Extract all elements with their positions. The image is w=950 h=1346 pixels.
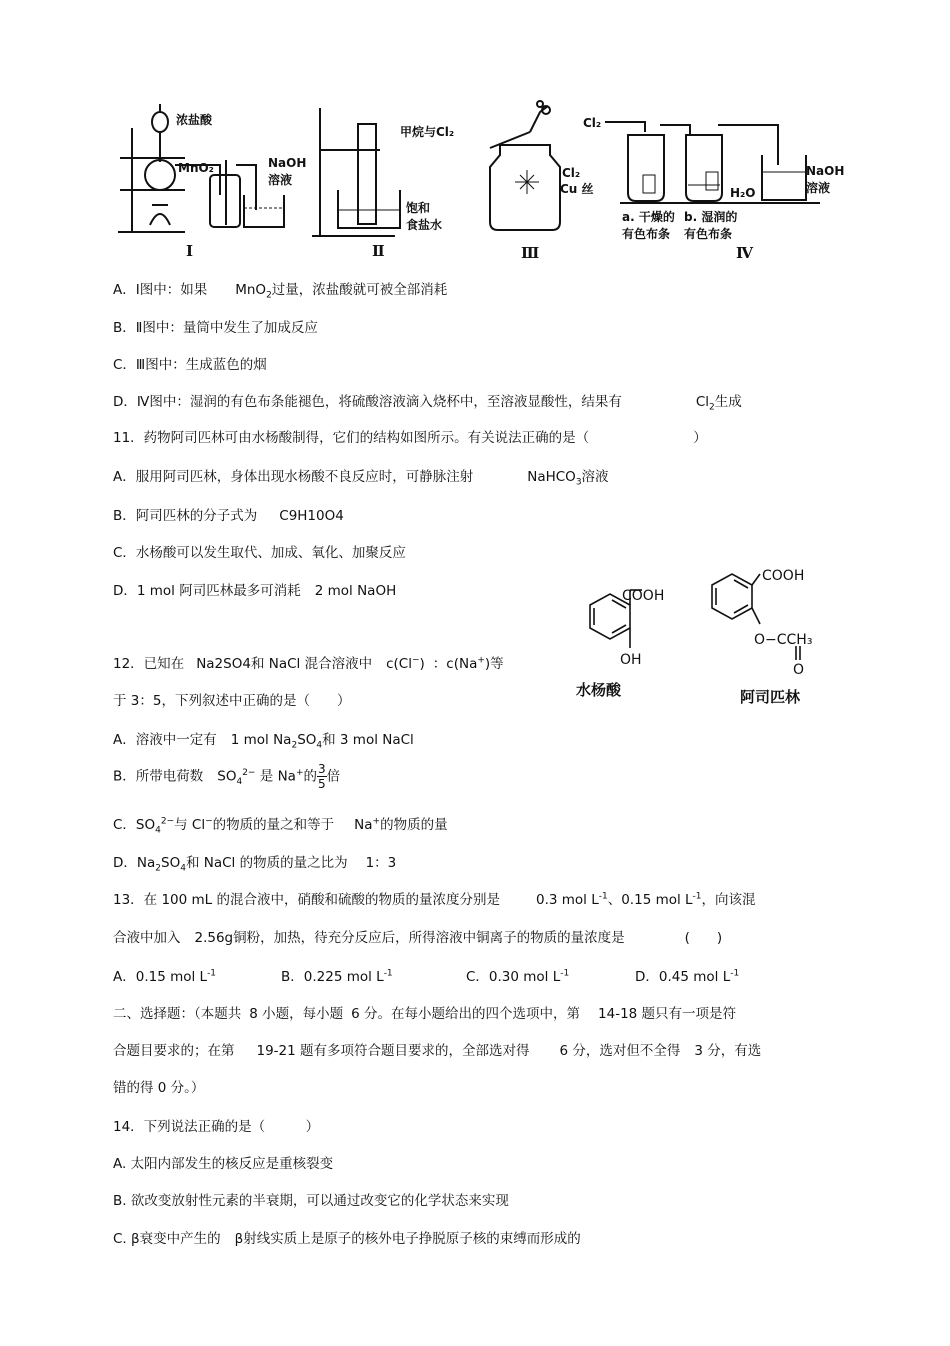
q12-stem-2: 于 3：5，下列叙述中正确的是（ ） [113,693,351,709]
q12-option-b: B．所带电荷数 $SO_4^{2-}$ 是 Na+的 $\frac{3}{5}$ 倍 [113,762,341,791]
q14-option-c: C. β衰变中产生的 β射线实质上是原子的核外电子挣脱原子核的束缚而形成的 [113,1231,581,1247]
salicylic-oh: OH [620,652,642,668]
section-2-line-1: 二、选择题：（本题共 8 小题，每小题 6 分。在每小题给出的四个选项中，第 14-18 题只有一项是符 [113,1006,737,1022]
q13-option-c: C．0.30 mol $L^{-1}$ [466,968,570,985]
fig3-cl2-label: Cl₂ [562,166,581,180]
q12-option-a: A．溶液中一定有 1 mol $Na_2SO_4$和 3 mol NaCl [113,732,414,751]
q14-stem: 14．下列说法正确的是（ ） [113,1119,320,1135]
fig1-roman: Ⅰ [186,242,194,260]
q10-option-a: A．Ⅰ图中：如果 MnO$_2$过量，浓盐酸就可被全部消耗 [113,282,448,301]
fig1-solution-label: 溶液 [268,173,293,187]
q11-option-c: C．水杨酸可以发生取代、加成、氧化、加聚反应 [113,545,406,561]
fig4-label-a: a. 干燥的 [622,210,675,224]
q11-stem: 11．药物阿司匹林可由水杨酸制得，它们的结构如图所示。有关说法正确的是（ ） [113,430,707,446]
fig4-label-b: b. 湿润的 [684,210,738,224]
section-2-line-3: 错的得 0 分。） [113,1080,205,1096]
q12-option-c: C．$SO_4^{2-}$与 Cl−的物质的量之和等于 Na+的物质的量 [113,816,448,836]
fig4-solution-label: 溶液 [806,181,831,195]
aspirin-label: 阿司匹林 [740,688,801,706]
fig3-roman: Ⅲ [521,244,540,262]
figure-2-methane-chlorine [312,108,400,236]
q11-option-b: B．阿司匹林的分子式为 C9H10O4 [113,508,344,524]
q12-stem: 12．已知在 Na2SO4和 NaCl 混合溶液中 c(Cl−) ：c(Na+)等 [113,655,504,672]
q10-option-d: D．Ⅳ图中：湿润的有色布条能褪色，将硫酸溶液滴入烧杯中，至溶液显酸性，结果有 $Cl_2$生成 [113,394,742,413]
q12-option-d: D．$Na_2SO_4$和 NaCl 的物质的量之比为 1：3 [113,855,397,874]
apparatus-figures [0,0,950,270]
fig1-mno2-label: MnO₂ [178,161,214,175]
fig3-cu-label: Cu 丝 [560,182,594,196]
q11-option-a: A．服用阿司匹林，身体出现水杨酸不良反应时，可静脉注射 NaHCO$_3$溶液 [113,469,609,488]
fig1-naoh-label: NaOH [268,156,307,170]
q13-stem-2: 合液中加入 2.56g铜粉，加热，待充分反应后，所得溶液中铜离子的物质的量浓度是 ( ) [113,930,723,946]
fig4-label-b2: 有色布条 [684,227,733,241]
q10-option-b: B．Ⅱ图中：量筒中发生了加成反应 [113,320,318,336]
salicylic-cooh: COOH [622,588,665,604]
fig2-brine-label-1: 饱和 [406,201,431,215]
fig2-gas-label: 甲烷与Cl₂ [400,125,455,139]
q14-option-a: A. 太阳内部发生的核反应是重核裂变 [113,1156,334,1172]
q13-option-b: B．0.225 mol $L^{-1}$ [281,968,393,985]
aspirin-carbonyl-o: O [793,662,805,678]
fig4-naoh-label: NaOH [806,164,845,178]
fig4-label-a2: 有色布条 [622,227,671,241]
q13-option-d: D．0.45 mol $L^{-1}$ [635,968,740,985]
fig4-roman: Ⅳ [736,244,754,262]
fig2-brine-label-2: 食盐水 [406,218,443,232]
fig2-roman: Ⅱ [372,242,385,260]
q11-option-d: D．1 mol 阿司匹林最多可消耗 2 mol NaOH [113,583,397,599]
molecule-structures [550,560,850,720]
figure-4-bleaching-test [605,122,820,203]
aspirin-ester: O−CCH₃ [754,632,813,648]
fig4-h2o-label: H₂O [730,186,756,200]
figure-3-copper-burning [490,101,560,230]
fraction-3-5: $\frac{3}{5}$ [318,762,326,791]
fig4-cl2-label: Cl₂ [583,116,602,130]
aspirin-cooh: COOH [762,568,805,584]
salicylic-acid-label: 水杨酸 [576,681,622,699]
section-2-line-2: 合题目要求的；在第 19-21 题有多项符合题目要求的，全部选对得 6 分，选对但不全得 3 分，有选 [113,1043,762,1059]
q14-option-b: B. 欲改变放射性元素的半衰期，可以通过改变它的化学状态来实现 [113,1193,509,1209]
q13-option-a: A．0.15 mol $L^{-1}$ [113,968,217,985]
fig1-hcl-label: 浓盐酸 [176,113,213,127]
q10-option-c: C．Ⅲ图中：生成蓝色的烟 [113,357,267,373]
q13-stem: 13．在 100 mL 的混合液中，硝酸和硫酸的物质的量浓度分别是 0.3 mol $L^{-1}$、0.15 mol $L^{-1}$，向该混 [113,891,756,908]
